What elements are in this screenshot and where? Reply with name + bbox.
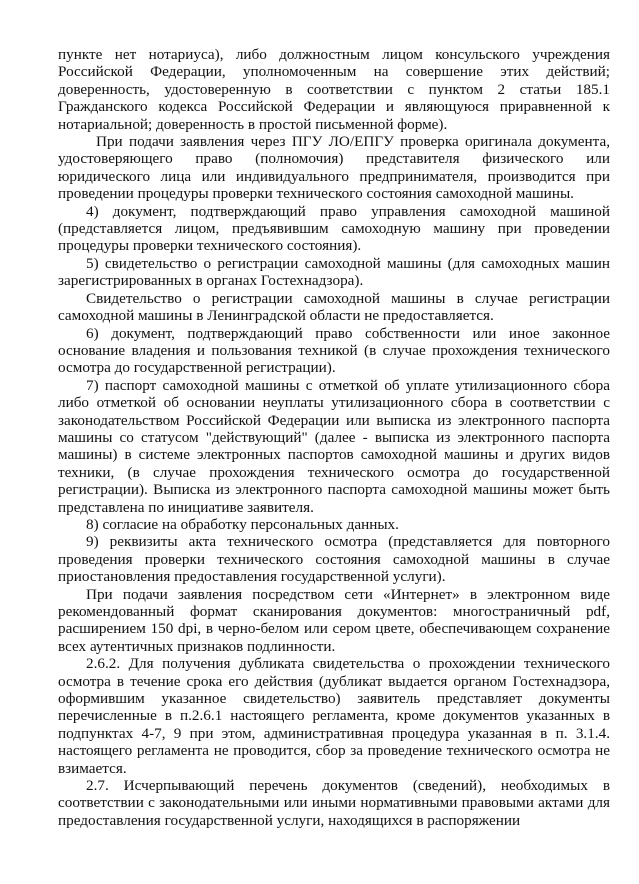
paragraph-registration-certificate-note: Свидетельство о регистрации самоходной машины в случае регистрации самоходной машины в Ленинградской области не предоставляется.: [58, 289, 610, 325]
paragraph-internet-scan-format: При подачи заявления посредством сети «Интернет» в электронном виде рекомендованный формат сканирования документов: многостраничный pdf, расширением 150 dpi, в черно-белом или сером цвете, обеспечивающем сохранение всех аутентичных признаков подлинности.: [58, 585, 610, 655]
paragraph-representative-documents: пункте нет нотариуса), либо должностным лицом консульского учреждения Российской Федерации, уполномоченным на совершение этих действий; доверенность, удостоверенную в соответствии с пунктом 2 статьи 185.1 Гражданского кодекса Российской Федерации и являющуюся приравненной к нотариальной; доверенность в простой письменной форме).: [58, 46, 610, 133]
paragraph-item-7: 7) паспорт самоходной машины с отметкой об уплате утилизационного сбора либо отметкой об основании неуплаты утилизационного сбора в соответствии с законодательством Российской Федерации или выписка из электронного паспорта машины со статусом "действующий" (далее - выписка из электронного паспорта машины) в системе электронных паспортов самоходной машины и других видов техники, (в случае прохождения технического осмотра до государственной регистрации). Выписка из электронного паспорта самоходной машины может быть представлена по инициативе заявителя.: [58, 376, 610, 516]
paragraph-online-submission-check: При подачи заявления через ПГУ ЛО/ЕПГУ проверка оригинала документа, удостоверяющего право (полномочия) представителя физического или юридического лица или индивидуального предпринимателя, производится при проведении процедуры проверки технического состояния самоходной машины.: [58, 133, 610, 203]
paragraph-item-4: 4) документ, подтверждающий право управления самоходной машиной (представляется лицом, предъявившим самоходную машину при проведении процедуры проверки технического состояния).: [58, 202, 610, 255]
paragraph-item-9: 9) реквизиты акта технического осмотра (представляется для повторного проведения проверки технического состояния самоходной машины в случае приостановления предоставления государственной услуги).: [58, 533, 610, 586]
paragraph-item-6: 6) документ, подтверждающий право собственности или иное законное основание владения и пользования техникой (в случае прохождения технического осмотра до государственной регистрации).: [58, 324, 610, 377]
document-body: [58, 46, 610, 829]
paragraph-section-2-6-2: 2.6.2. Для получения дубликата свидетельства о прохождении технического осмотра в течение срока его действия (дубликат выдается органом Гостехнадзора, оформившим указанное свидетельство) заявитель представляет документы перечисленные в п.2.6.1 настоящего регламента, кроме документов указанных в подпунктах 4-7, 9 при этом, административная процедура указанная в п. 3.1.4. настоящего регламента не проводится, сбор за проведение технического осмотра не взимается.: [58, 655, 610, 777]
paragraph-section-2-7: 2.7. Исчерпывающий перечень документов (сведений), необходимых в соответствии с законодательными или иными нормативными правовыми актами для предоставления государственной услуги, находящихся в распоряжении: [58, 777, 610, 829]
paragraph-item-5: 5) свидетельство о регистрации самоходной машины (для самоходных машин зарегистрированных в органах Гостехнадзора).: [58, 254, 610, 290]
paragraph-item-8: 8) согласие на обработку персональных данных.: [86, 515, 399, 533]
